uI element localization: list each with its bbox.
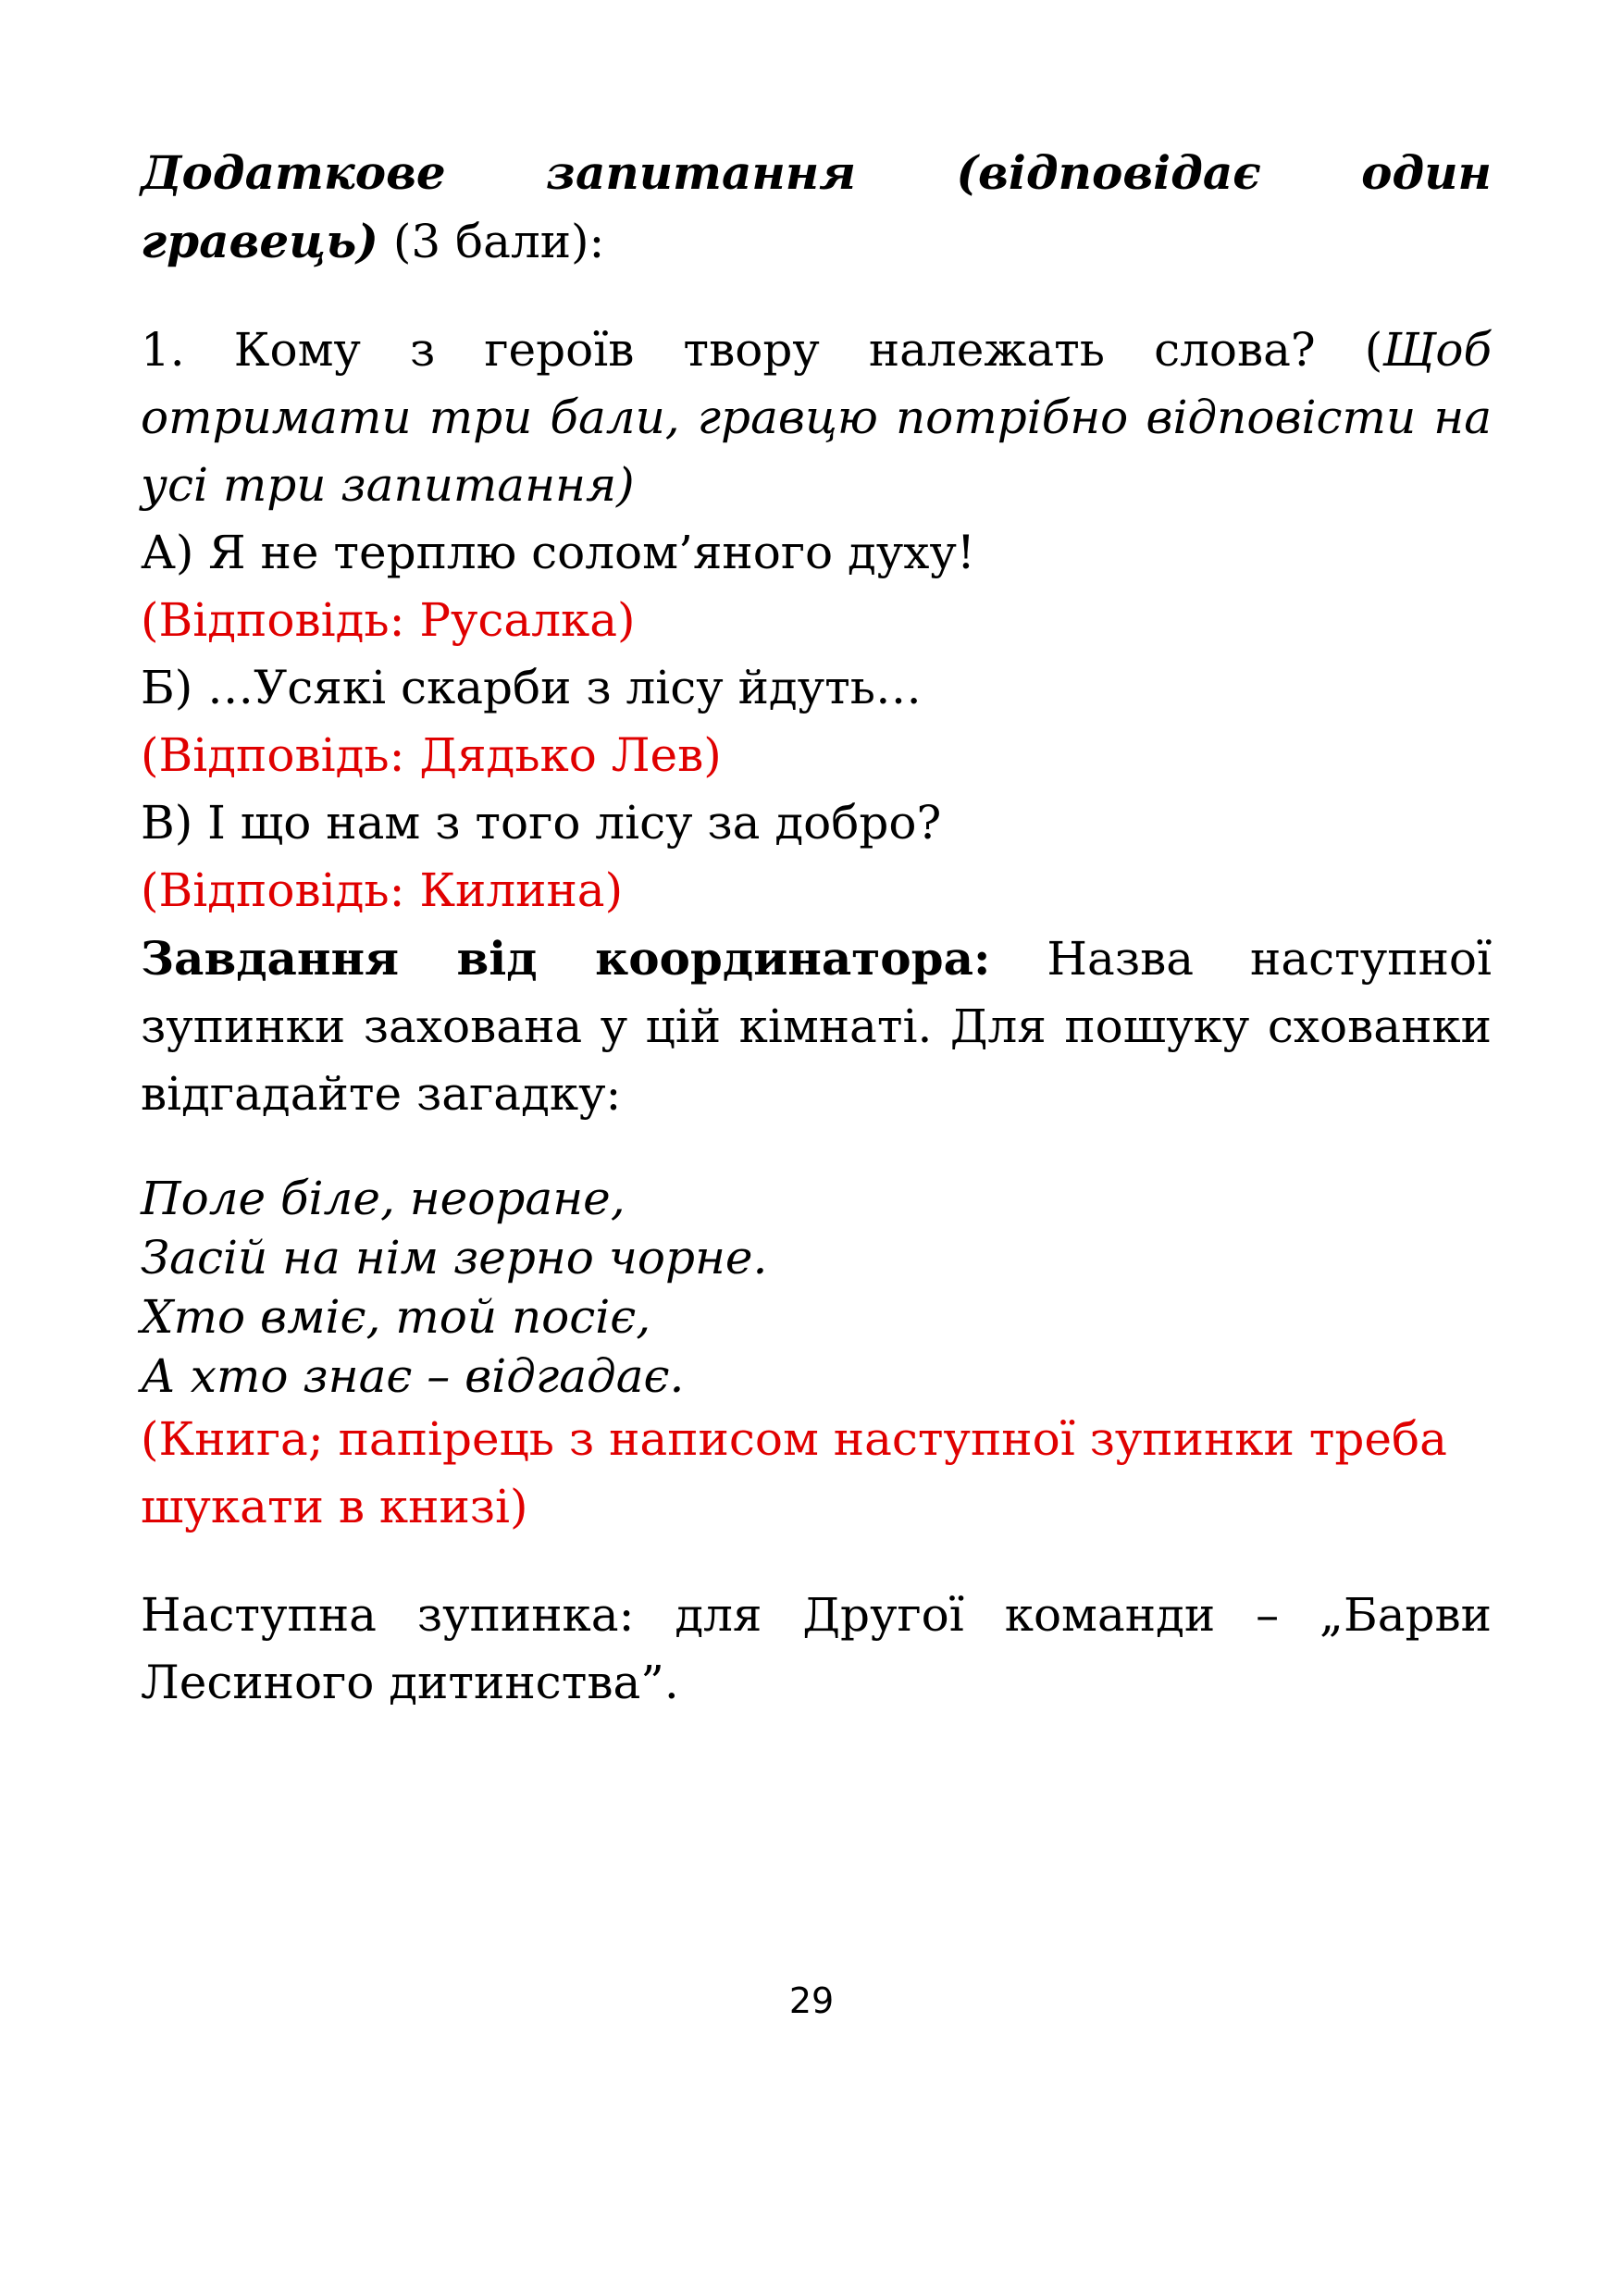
riddle-poem — [141, 1169, 1492, 1406]
question-text: 1. Кому з героїв твору належать слова? ( — [141, 323, 1383, 377]
riddle-answer-line-1: (Книга; папірець з написом наступної зупинки треба — [141, 1412, 1447, 1466]
page-number: 29 — [788, 1980, 835, 2021]
riddle-line: Хто вміє, той посіє, — [141, 1290, 651, 1344]
riddle-line: Засій на нім зерно чорне. — [141, 1231, 768, 1285]
coordinator-task-text: Назва наступної зупинки захована у цій кімнаті. Для пошуку схованки відгадайте загадку: — [141, 932, 1492, 1121]
quote-b: Б) …Усякі скарби з лісу йдуть… — [141, 661, 922, 714]
riddle-answer-line-2: шукати в книзі) — [141, 1480, 528, 1533]
riddle-line: Поле біле, неоране, — [141, 1172, 626, 1225]
quote-c: В) І що нам з того лісу за добро? — [141, 796, 942, 850]
answer-b: (Відповідь: Дядько Лев) — [141, 728, 722, 782]
riddle-line: А хто знає – відгадає. — [141, 1349, 685, 1403]
document-page — [141, 139, 1492, 1717]
answer-a: (Відповідь: Русалка) — [141, 593, 636, 647]
quote-a: А) Я не терплю солом’яного духу! — [141, 526, 975, 579]
coordinator-task-label: Завдання від координатора: — [141, 931, 991, 986]
bonus-question-title: Додаткове запитання (відповідає один гравець) — [141, 145, 1492, 268]
bonus-question-heading — [141, 139, 1492, 276]
bonus-question-points: (3 бали): — [378, 215, 605, 268]
question-paragraph — [141, 316, 1492, 519]
answer-c: (Відповідь: Килина) — [141, 863, 624, 917]
coordinator-task — [141, 925, 1492, 1128]
next-stop: Наступна зупинка: для Другої команди – „Барви Лесиного дитинства”. — [141, 1588, 1492, 1709]
question-note: Щоб отримати три бали, гравцю потрібно відповісти на усі три запитання) — [141, 323, 1492, 512]
